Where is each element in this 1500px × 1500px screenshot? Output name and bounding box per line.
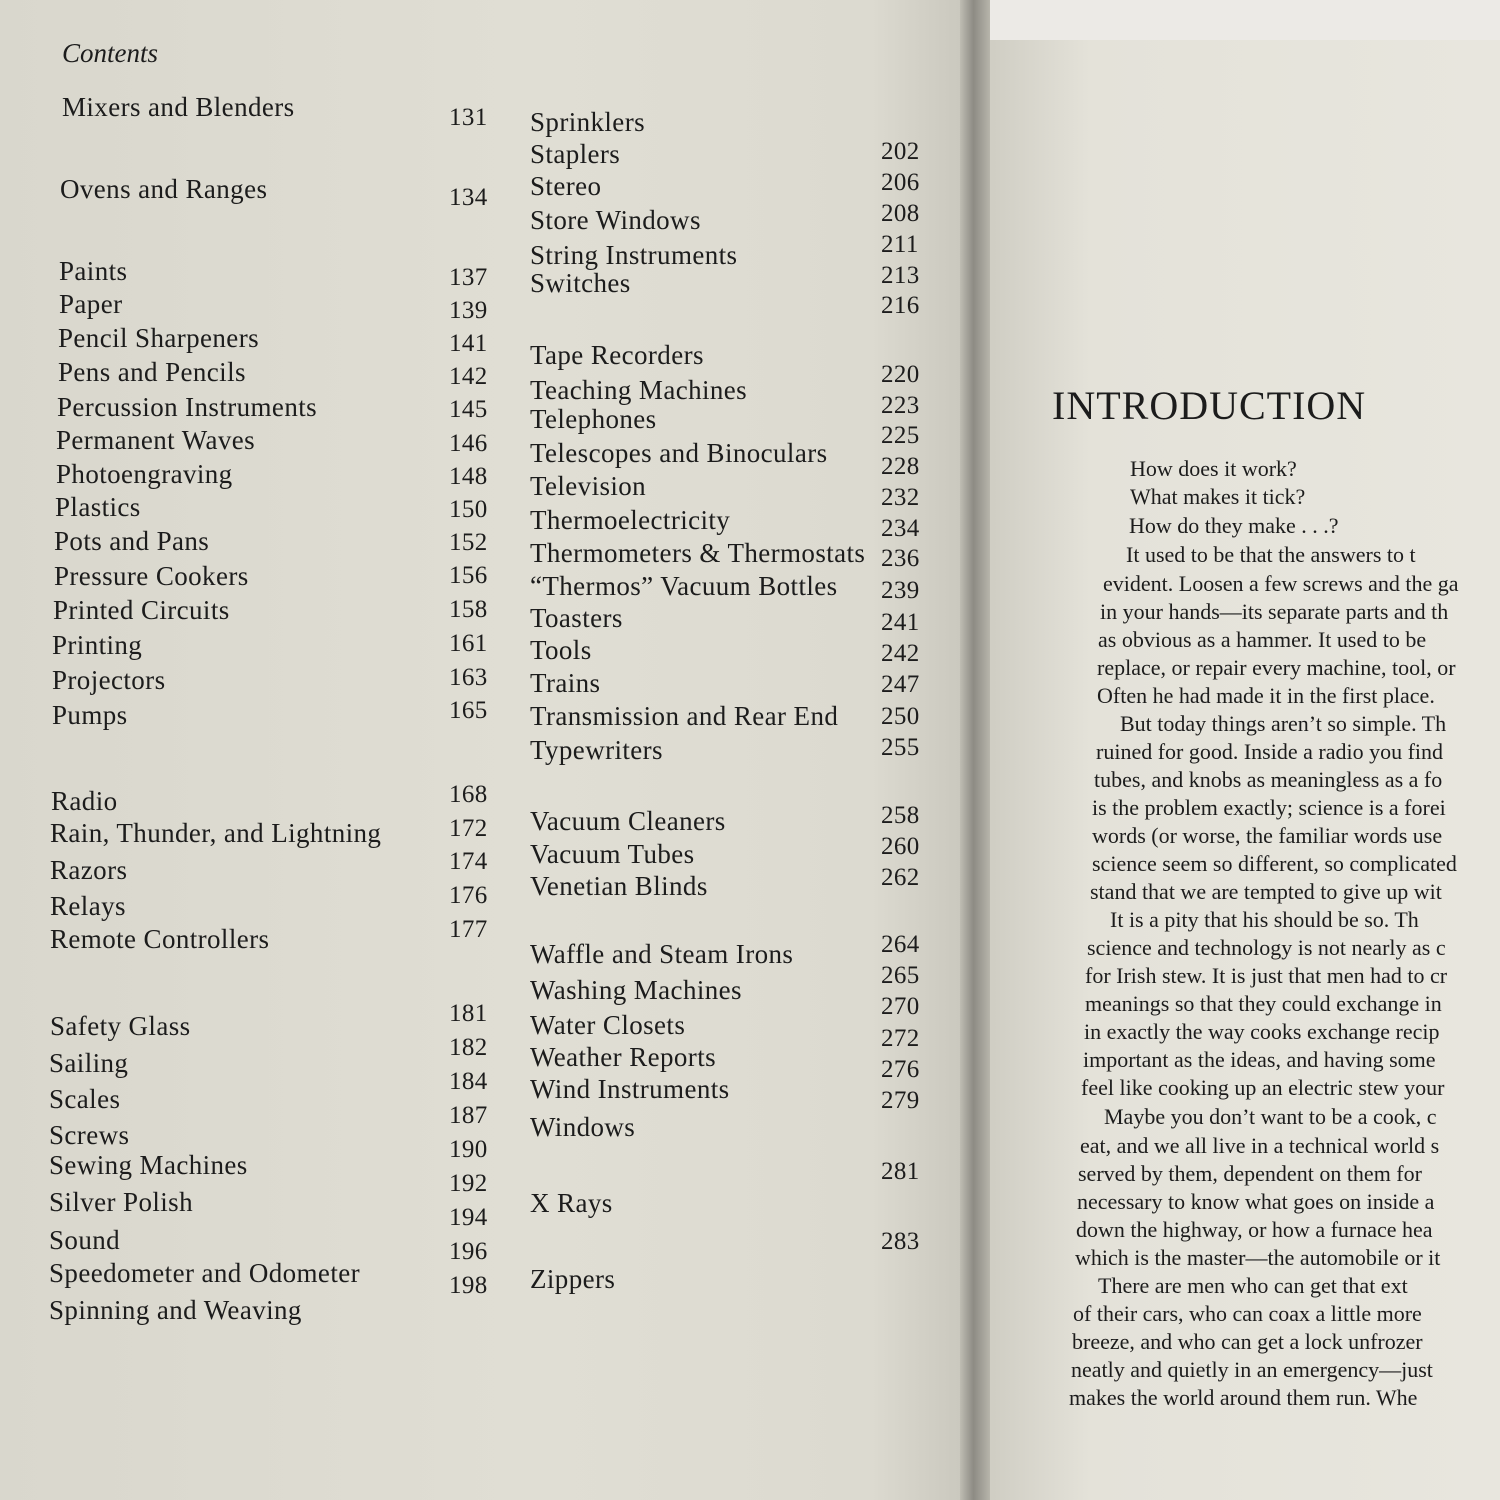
contents-entry-title: Remote Controllers xyxy=(50,924,270,954)
contents-entry-title: Printing xyxy=(52,630,143,660)
contents-entry-page: 174 xyxy=(449,848,488,875)
contents-entry-title: Stereo xyxy=(530,171,602,201)
contents-entry-page: 181 xyxy=(449,1000,488,1027)
contents-entry-title: Transmission and Rear End xyxy=(530,701,839,731)
contents-entry-title: Safety Glass xyxy=(50,1011,191,1041)
contents-entry-page: 262 xyxy=(881,864,920,891)
contents-entry-page: 276 xyxy=(881,1056,920,1083)
introduction-line: science seem so different, so complicated xyxy=(1092,851,1457,876)
contents-entry-page: 182 xyxy=(449,1034,488,1061)
introduction-line: stand that we are tempted to give up wit xyxy=(1090,879,1442,904)
contents-entry-page: 131 xyxy=(449,104,488,131)
contents-entry-page: 232 xyxy=(881,484,920,511)
contents-entry-page: 272 xyxy=(881,1025,920,1052)
contents-entry-page: 260 xyxy=(881,833,920,860)
contents-entry-title: Tools xyxy=(530,635,592,665)
contents-entry-title: Staplers xyxy=(530,139,621,169)
contents-entry-page: 184 xyxy=(449,1068,488,1095)
introduction-line: eat, and we all live in a technical world s xyxy=(1080,1133,1440,1158)
contents-entry-page: 281 xyxy=(881,1158,920,1185)
introduction-line: in your hands—its separate parts and th xyxy=(1100,599,1449,624)
contents-entry-page: 250 xyxy=(881,703,920,730)
contents-entry-title: Zippers xyxy=(530,1264,616,1294)
contents-entry-title: Vacuum Cleaners xyxy=(530,806,726,836)
contents-entry-page: 190 xyxy=(449,1136,488,1163)
contents-entry-page: 220 xyxy=(881,361,920,388)
introduction-line: It is a pity that his should be so. Th xyxy=(1110,907,1419,932)
contents-entry-title: Telescopes and Binoculars xyxy=(530,438,828,468)
contents-entry-title: Razors xyxy=(50,855,128,885)
contents-entry-page: 141 xyxy=(449,330,488,357)
introduction-line: for Irish stew. It is just that men had to cr xyxy=(1085,963,1448,988)
introduction-line: in exactly the way cooks exchange recip xyxy=(1084,1019,1440,1044)
introduction-line: It used to be that the answers to t xyxy=(1126,542,1416,567)
introduction-line: important as the ideas, and having some xyxy=(1083,1047,1436,1072)
contents-entry-title: Store Windows xyxy=(530,205,701,235)
contents-entry-title: Vacuum Tubes xyxy=(530,839,695,869)
contents-entry-page: 223 xyxy=(881,392,920,419)
book-gutter xyxy=(960,0,990,1500)
running-head: Contents xyxy=(62,38,159,68)
contents-entry-page: 142 xyxy=(449,363,488,390)
contents-entry-title: Printed Circuits xyxy=(53,595,230,625)
contents-entry-page: 152 xyxy=(449,529,488,556)
contents-entry-page: 234 xyxy=(881,515,920,542)
contents-entry-title: Toasters xyxy=(530,603,623,633)
contents-entry-title: Spinning and Weaving xyxy=(49,1295,302,1325)
contents-entry-page: 279 xyxy=(881,1087,920,1114)
introduction-line: is the problem exactly; science is a forei xyxy=(1092,795,1446,820)
contents-entry-title: Pots and Pans xyxy=(54,526,210,556)
introduction-line: as obvious as a hammer. It used to be xyxy=(1098,627,1427,652)
introduction-line: served by them, dependent on them for xyxy=(1078,1161,1422,1186)
contents-entry-title: Relays xyxy=(50,891,126,921)
contents-entry-page: 198 xyxy=(449,1272,488,1299)
contents-entry-title: Television xyxy=(530,471,647,501)
introduction-line: words (or worse, the familiar words use xyxy=(1092,823,1443,848)
contents-entry-page: 213 xyxy=(881,262,920,289)
introduction-line: evident. Loosen a few screws and the ga xyxy=(1103,571,1459,596)
contents-entry-page: 236 xyxy=(881,545,920,572)
contents-entry-title: Waffle and Steam Irons xyxy=(530,939,794,969)
contents-entry-title: Screws xyxy=(49,1120,130,1150)
page-edge-background xyxy=(970,0,1500,40)
contents-entry-title: Scales xyxy=(49,1084,121,1114)
introduction-line: meanings so that they could exchange in xyxy=(1085,991,1442,1016)
contents-entry-title: Percussion Instruments xyxy=(57,392,318,422)
contents-entry-title: Pressure Cookers xyxy=(54,561,249,591)
contents-entry-page: 145 xyxy=(449,396,488,423)
introduction-line: How does it work? xyxy=(1130,456,1297,481)
contents-entry-page: 172 xyxy=(449,815,488,842)
contents-entry-page: 192 xyxy=(449,1170,488,1197)
introduction-line: tubes, and knobs as meaningless as a fo xyxy=(1094,767,1443,792)
contents-entry-title: Trains xyxy=(530,668,601,698)
contents-entry-page: 206 xyxy=(881,169,920,196)
contents-entry-title: Speedometer and Odometer xyxy=(49,1258,360,1288)
contents-entry-page: 165 xyxy=(449,697,488,724)
contents-entry-page: 255 xyxy=(881,734,920,761)
contents-entry-title: X Rays xyxy=(530,1188,613,1218)
contents-entry-page: 177 xyxy=(449,916,488,943)
introduction-line: neatly and quietly in an emergency—just xyxy=(1071,1357,1433,1382)
contents-entry-title: Thermoelectricity xyxy=(530,505,731,535)
contents-entry-title: Rain, Thunder, and Lightning xyxy=(50,818,382,848)
introduction-line: science and technology is not nearly as c xyxy=(1087,935,1446,960)
contents-entry-title: Weather Reports xyxy=(530,1042,717,1072)
introduction-line: breeze, and who can get a lock unfrozer xyxy=(1072,1329,1423,1354)
contents-entry-title: Telephones xyxy=(530,404,657,434)
introduction-line: ruined for good. Inside a radio you find xyxy=(1096,739,1444,764)
contents-entry-title: “Thermos” Vacuum Bottles xyxy=(530,571,838,601)
contents-entry-title: Tape Recorders xyxy=(530,340,704,370)
contents-entry-page: 225 xyxy=(881,422,920,449)
contents-entry-page: 187 xyxy=(449,1102,488,1129)
contents-entry-page: 156 xyxy=(449,562,488,589)
contents-entry-title: Wind Instruments xyxy=(530,1074,730,1104)
contents-entry-page: 216 xyxy=(881,292,920,319)
contents-entry-title: Sailing xyxy=(49,1048,129,1078)
contents-entry-page: 283 xyxy=(881,1228,920,1255)
contents-entry-title: String Instruments xyxy=(530,240,738,270)
contents-entry-page: 239 xyxy=(881,577,920,604)
contents-entry-page: 176 xyxy=(449,882,488,909)
introduction-line: down the highway, or how a furnace hea xyxy=(1076,1217,1433,1242)
contents-entry-title: Silver Polish xyxy=(49,1187,193,1217)
contents-entry-page: 137 xyxy=(449,264,488,291)
contents-entry-title: Ovens and Ranges xyxy=(60,174,268,204)
introduction-line: makes the world around them run. Whe xyxy=(1069,1385,1418,1410)
introduction-line: How do they make . . .? xyxy=(1129,513,1339,538)
introduction-line: Maybe you don’t want to be a cook, c xyxy=(1104,1104,1437,1129)
contents-entry-page: 265 xyxy=(881,962,920,989)
contents-entry-page: 242 xyxy=(881,640,920,667)
contents-entry-title: Windows xyxy=(530,1112,636,1142)
contents-entry-title: Washing Machines xyxy=(530,975,742,1005)
introduction-line: But today things aren’t so simple. Th xyxy=(1120,711,1447,736)
contents-entry-title: Paper xyxy=(59,289,123,319)
contents-entry-page: 150 xyxy=(449,496,488,523)
introduction-heading: INTRODUCTION xyxy=(1052,383,1367,428)
contents-entry-title: Mixers and Blenders xyxy=(62,92,295,122)
contents-entry-title: Pens and Pencils xyxy=(58,357,246,387)
contents-entry-page: 161 xyxy=(449,630,488,657)
contents-entry-title: Sewing Machines xyxy=(49,1150,248,1180)
contents-entry-page: 158 xyxy=(449,596,488,623)
introduction-line: necessary to know what goes on inside a xyxy=(1077,1189,1435,1214)
contents-entry-page: 270 xyxy=(881,993,920,1020)
contents-entry-page: 228 xyxy=(881,453,920,480)
introduction-line: of their cars, who can coax a little more xyxy=(1073,1301,1422,1326)
contents-entry-title: Permanent Waves xyxy=(56,425,256,455)
introduction-line: What makes it tick? xyxy=(1130,484,1306,509)
contents-entry-title: Sprinklers xyxy=(530,107,645,137)
contents-entry-page: 258 xyxy=(881,802,920,829)
contents-entry-title: Pencil Sharpeners xyxy=(58,323,259,353)
contents-entry-page: 168 xyxy=(449,781,488,808)
contents-entry-title: Thermometers & Thermostats xyxy=(530,538,866,568)
contents-entry-title: Pumps xyxy=(52,700,128,730)
contents-entry-title: Sound xyxy=(49,1225,121,1255)
contents-entry-page: 196 xyxy=(449,1238,488,1265)
introduction-line: Often he had made it in the first place. xyxy=(1097,683,1435,708)
contents-entry-page: 211 xyxy=(881,231,919,258)
introduction-line: feel like cooking up an electric stew your xyxy=(1081,1075,1445,1100)
introduction-line: There are men who can get that ext xyxy=(1098,1273,1408,1298)
introduction-line: replace, or repair every machine, tool, or xyxy=(1097,655,1456,680)
contents-entry-page: 134 xyxy=(449,184,488,211)
contents-entry-page: 208 xyxy=(881,200,920,227)
contents-entry-title: Paints xyxy=(59,256,128,286)
contents-entry-title: Projectors xyxy=(52,665,166,695)
contents-entry-page: 264 xyxy=(881,931,920,958)
contents-entry-page: 194 xyxy=(449,1204,488,1231)
contents-entry-title: Venetian Blinds xyxy=(530,871,708,901)
contents-entry-page: 247 xyxy=(881,671,920,698)
contents-entry-page: 139 xyxy=(449,297,488,324)
contents-entry-title: Plastics xyxy=(55,492,141,522)
contents-entry-title: Switches xyxy=(530,268,631,298)
introduction-line: which is the master—the automobile or it xyxy=(1075,1245,1441,1270)
contents-entry-title: Water Closets xyxy=(530,1010,686,1040)
contents-entry-page: 202 xyxy=(881,138,920,165)
contents-entry-page: 163 xyxy=(449,664,488,691)
contents-entry-page: 148 xyxy=(449,463,488,490)
contents-entry-page: 241 xyxy=(881,609,920,636)
contents-entry-title: Teaching Machines xyxy=(530,375,748,405)
contents-entry-title: Photoengraving xyxy=(56,459,233,489)
contents-entry-page: 146 xyxy=(449,430,488,457)
contents-entry-title: Typewriters xyxy=(530,735,663,765)
contents-entry-title: Radio xyxy=(51,786,118,816)
